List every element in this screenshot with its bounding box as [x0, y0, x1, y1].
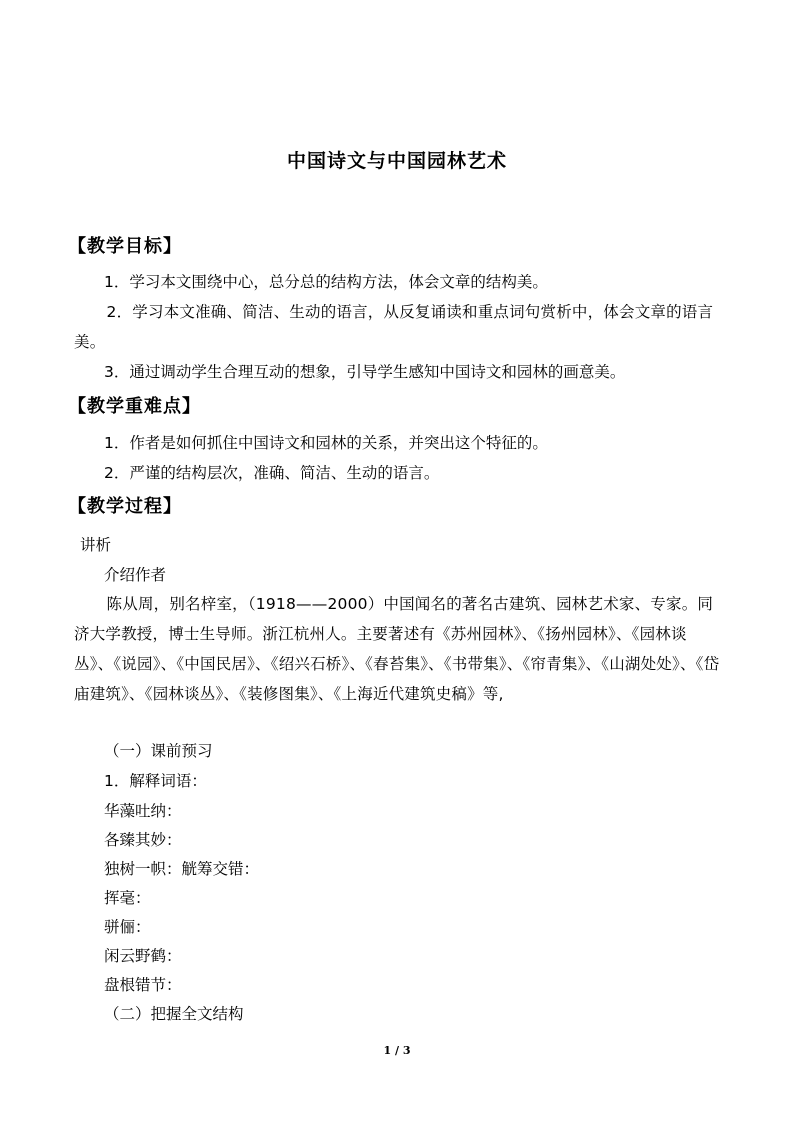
structure-heading: （二）把握全文结构	[104, 1005, 244, 1023]
vocab-heading: 1．解释词语：	[104, 772, 207, 790]
vocab-item: 盘根错节：	[104, 976, 182, 994]
vocab-item: 骈俪：	[104, 918, 151, 936]
goal-item-3: 3．通过调动学生合理互动的想象，引导学生感知中国诗文和园林的画意美。	[104, 363, 626, 381]
vocab-item: 闲云野鹤：	[104, 947, 182, 965]
preview-heading: （一）课前预习	[104, 742, 213, 760]
vocab-item: 华藻吐纳：	[104, 802, 182, 820]
goals-heading: 【教学目标】	[68, 236, 182, 257]
difficulty-item-2: 2．严谨的结构层次，准确、简洁、生动的语言。	[104, 464, 440, 482]
author-bio: 陈从周，别名梓室，（1918——2000）中国闻名的著名古建筑、园林艺术家、专家。同济大学教授，博士生导师。浙江杭州人。主要著述有《苏州园林》、《扬州园林》、《园林谈丛》、《说园》、《中国民居》、《绍兴石桥》、《春苔集》、《书带集》、《帘青集》、《山湖处处》、《岱庙建筑》、《园林谈丛》、《装修图集》、《上海近代建筑史稿》等,	[74, 595, 720, 703]
difficulty-item-1: 1．作者是如何抓住中国诗文和园林的关系，并突出这个特征的。	[104, 434, 548, 452]
document-title: 中国诗文与中国园林艺术	[286, 150, 507, 172]
author-label: 介绍作者	[104, 566, 167, 584]
process-heading: 【教学过程】	[68, 496, 182, 517]
goal-item-2: 2．学习本文准确、简洁、生动的语言，从反复诵读和重点词句赏析中，体会文章的语言美。	[74, 303, 714, 351]
vocab-item: 挥毫：	[104, 889, 151, 907]
difficulties-heading: 【教学重难点】	[68, 396, 201, 417]
goal-item-1: 1．学习本文围绕中心，总分总的结构方法，体会文章的结构美。	[104, 273, 548, 291]
page-number: 1 / 3	[383, 1044, 411, 1057]
vocab-item: 独树一帜：觥筹交错：	[104, 860, 260, 878]
vocab-item: 各臻其妙：	[104, 831, 182, 849]
analysis-label: 讲析	[80, 536, 112, 554]
